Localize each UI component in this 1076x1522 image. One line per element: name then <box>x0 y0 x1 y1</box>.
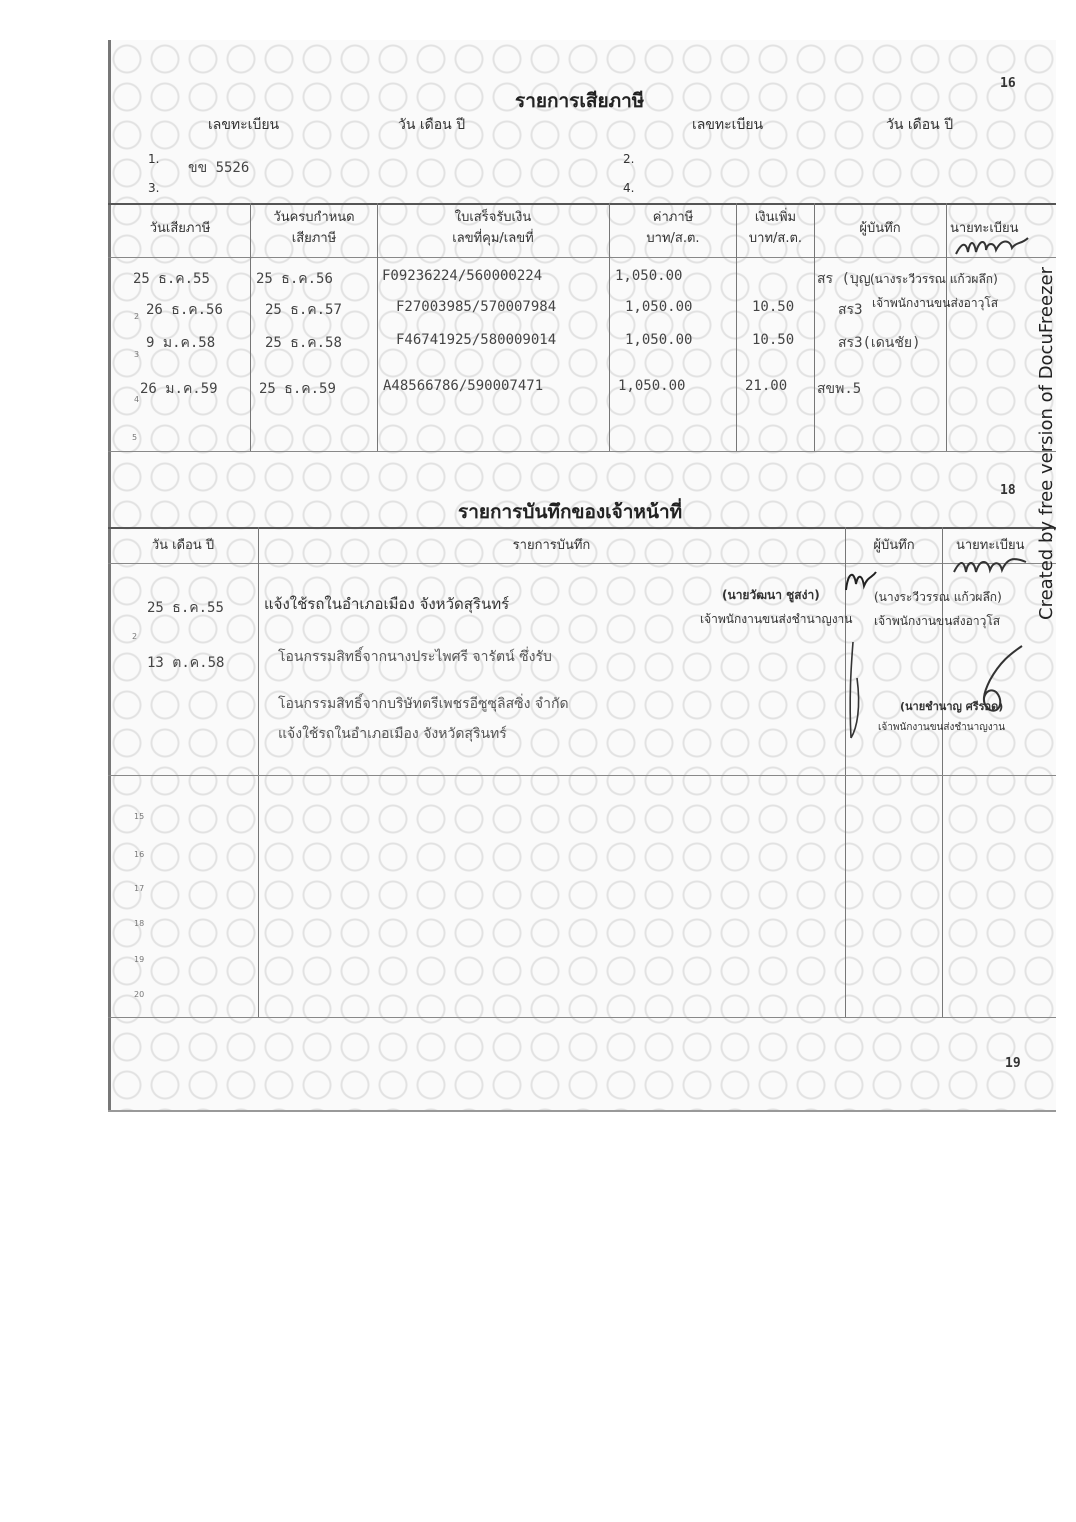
tax-col-divider <box>946 203 947 451</box>
tax-row-number: 4 <box>134 395 140 404</box>
col-header-receipt-line1: ใบเสร็จรับเงิน <box>454 210 532 225</box>
col-header-due-line2: เสียภาษี <box>291 231 337 246</box>
row4-tax: 1,050.00 <box>618 378 686 394</box>
record-row-number: 2 <box>132 632 138 641</box>
row1-registrar-stamp: (นางระวีวรรณ แก้วผลึก) <box>870 272 998 286</box>
record-row-number: 15 <box>134 812 145 821</box>
record-col-divider <box>258 527 259 1017</box>
tax-col-divider <box>250 203 251 451</box>
row1-due: 25 ธ.ค.56 <box>256 271 333 287</box>
reg-header-right: เลขทะเบียน <box>692 117 764 133</box>
stamp3-name: (นายชำนาญ ศรีรอด) <box>900 700 1004 713</box>
record-row-number: 20 <box>134 990 145 999</box>
row3-due: 25 ธ.ค.58 <box>265 335 342 351</box>
tax-table-bottom-border <box>108 451 1056 452</box>
registrar-signature-2 <box>950 552 1030 580</box>
col-header-tax-line2: บาท/ส.ต. <box>646 231 700 246</box>
col-header-recorder: ผู้บันทึก <box>859 221 901 236</box>
sheet-left-edge <box>108 40 111 1112</box>
stamp3-title: เจ้าพนักงานขนส่งชำนาญงาน <box>878 722 1006 733</box>
entry2-text: โอนกรรมสิทธิ์จากนางประไพศรี จารัตน์ ซึ่งรับ <box>278 649 552 665</box>
docufreezer-watermark: Created by free version of DocuFreezer <box>1036 267 1057 620</box>
entry3-text: โอนกรรมสิทธิ์จากบริษัทตรีเพชรอีซูซุลิสซิ่ง จำกัด <box>278 696 569 712</box>
row4-due: 25 ธ.ค.59 <box>259 381 336 397</box>
record-table-top-border <box>108 527 1056 529</box>
sheet-bottom-edge <box>108 1110 1056 1112</box>
page-number-middle: 18 <box>1000 483 1016 498</box>
row4-extra: 21.00 <box>745 378 788 394</box>
entry1-text: แจ้งใช้รถในอำเภอเมือง จังหวัดสุรินทร์ <box>264 595 510 613</box>
entry2-date: 13 ต.ค.58 <box>147 655 225 671</box>
stamp1-name: (นายวัฒนา ชูสง่า) <box>722 588 820 602</box>
stamp2-name: (นางระวีวรรณ แก้วผลึก) <box>874 590 1002 604</box>
recorder-signature-2 <box>843 638 873 758</box>
record-section-title: รายการบันทึกของเจ้าหน้าที่ <box>458 501 683 523</box>
record-col-date: วัน เดือน ปี <box>151 538 215 553</box>
tax-row-number: 3 <box>134 350 140 359</box>
row3-tax: 1,050.00 <box>625 332 693 348</box>
record-row-number: 18 <box>134 919 145 928</box>
tax-col-divider <box>736 203 737 451</box>
row1-paid: 25 ธ.ค.55 <box>133 271 210 287</box>
document-sheet <box>108 40 1056 1112</box>
row2-due: 25 ธ.ค.57 <box>265 302 342 318</box>
record-col-divider <box>845 527 846 1017</box>
col-header-registrar: นายทะเบียน <box>950 221 1019 236</box>
row3-paid: 9 ม.ค.58 <box>146 335 216 351</box>
col-header-receipt-line2: เลขที่คุม/เลขที่ <box>452 231 534 246</box>
stamp1-title: เจ้าพนักงานขนส่งชำนาญงาน <box>700 612 853 626</box>
stamp2-title: เจ้าพนักงานขนส่งอาวุโส <box>874 614 1001 628</box>
tax-col-divider <box>377 203 378 451</box>
reg-header-left: เลขทะเบียน <box>208 117 280 133</box>
col-header-tax-line1: ค่าภาษี <box>652 210 694 225</box>
record-row-number: 17 <box>134 884 145 893</box>
tax-row-number: 5 <box>132 433 138 442</box>
record-col-recorder: ผู้บันทึก <box>873 538 915 553</box>
row2-recorder: สร3 <box>838 302 863 318</box>
col-header-paid: วันเสียภาษี <box>149 221 211 236</box>
record-table-bottom-border <box>108 1017 1056 1018</box>
col-header-extra-line2: บาท/ส.ต. <box>748 231 803 246</box>
reg-item-4-no: 4. <box>623 181 635 195</box>
record-row-number: 16 <box>134 850 145 859</box>
row1-receipt: F09236224/560000224 <box>382 268 543 284</box>
entry1-date: 25 ธ.ค.55 <box>147 600 224 616</box>
page-number-bottom: 19 <box>1005 1056 1021 1071</box>
row2-receipt: F27003985/570007984 <box>396 299 557 315</box>
page-number-top: 16 <box>1000 76 1016 91</box>
row2-paid: 26 ธ.ค.56 <box>146 302 223 318</box>
registrar-signature-3 <box>960 640 1030 720</box>
record-col-registrar: นายทะเบียน <box>956 538 1025 553</box>
record-row-number: 19 <box>134 955 145 964</box>
registrar-signature-1 <box>952 232 1032 262</box>
col-header-due-line1: วันครบกำหนด <box>273 210 355 225</box>
row2-extra: 10.50 <box>752 299 795 315</box>
row3-receipt: F46741925/580009014 <box>396 332 557 348</box>
tax-col-divider <box>609 203 610 451</box>
row3-recorder: สร3(เดนชัย) <box>838 335 921 351</box>
record-table-mid-border <box>108 775 1056 776</box>
reg-item-3-no: 3. <box>148 181 160 195</box>
row2-registrar-stamp: เจ้าพนักงานขนส่งอาวุโส <box>872 296 999 310</box>
row4-receipt: A48566786/590007471 <box>383 378 544 394</box>
reg-item-1-no: 1. <box>148 152 160 166</box>
reg-item-1-value: ขข 5526 <box>188 160 250 176</box>
record-table-header-border <box>108 563 1056 564</box>
reg-item-2-no: 2. <box>623 152 635 166</box>
row1-recorder: สร (บุญ <box>817 271 871 287</box>
date-header-left: วัน เดือน ปี <box>398 117 466 133</box>
tax-row-number: 2 <box>134 312 140 321</box>
row2-tax: 1,050.00 <box>625 299 693 315</box>
recorder-signature-1 <box>840 566 880 596</box>
record-col-record: รายการบันทึก <box>512 538 591 553</box>
row4-recorder: สขพ.5 <box>817 381 862 397</box>
col-header-extra-line1: เงินเพิ่ม <box>754 210 797 225</box>
date-header-right: วัน เดือน ปี <box>886 117 954 133</box>
tax-section-title: รายการเสียภาษี <box>515 90 645 112</box>
tax-col-divider <box>814 203 815 451</box>
entry4-text: แจ้งใช้รถในอำเภอเมือง จังหวัดสุรินทร์ <box>278 726 507 742</box>
row4-paid: 26 ม.ค.59 <box>140 381 218 397</box>
row1-tax: 1,050.00 <box>615 268 683 284</box>
row3-extra: 10.50 <box>752 332 795 348</box>
